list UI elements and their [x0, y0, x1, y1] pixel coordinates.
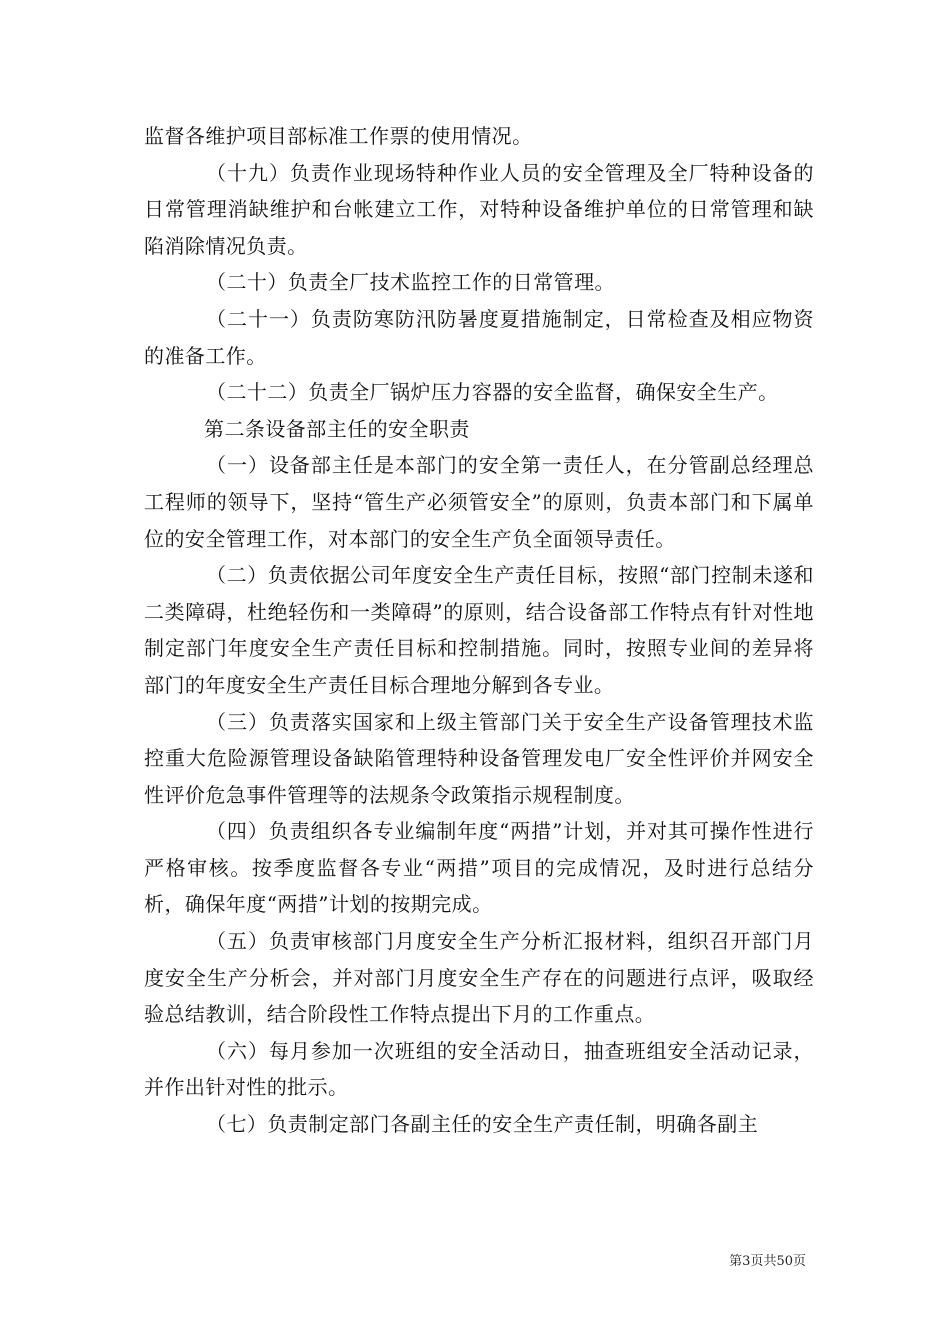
- paragraph-item-22: （二十二）负责全厂锅炉压力容器的安全监督，确保安全生产。: [206, 380, 779, 405]
- paragraph-item-19: （十九）负责作业现场特种作业人员的安全管理及全厂特种设备的日常管理消缺维护和台帐建立工作，对特种设备维护单位的日常管理和缺陷消除情况负责。: [144, 160, 814, 258]
- article-2-heading: 第二条设备部主任的安全职责: [204, 416, 470, 441]
- paragraph-article-2-item-6: （六）每月参加一次班组的安全活动日，抽查班组安全活动记录，并作出针对性的批示。: [144, 1038, 814, 1100]
- page-number: 第3页共50页: [729, 1254, 806, 1269]
- paragraph-continuation: 监督各维护项目部标准工作票的使用情况。: [144, 124, 533, 148]
- paragraph-item-20: （二十）负责全厂技术监控工作的日常管理。: [206, 270, 615, 295]
- document-body: [144, 118, 814, 1143]
- paragraph-article-2-item-5: （五）负责审核部门月度安全生产分析汇报材料，组织召开部门月度安全生产分析会，并对部门月度安全生产存在的问题进行点评，吸取经验总结教训，结合阶段性工作特点提出下月的工作重点。: [144, 929, 814, 1027]
- paragraph-article-2-item-1: （一）设备部主任是本部门的安全第一责任人，在分管副总经理总工程师的领导下，坚持“管生产必须管安全”的原则，负责本部门和下属单位的安全管理工作，对本部门的安全生产负全面领导责任。: [144, 453, 814, 551]
- paragraph-article-2-item-4: （四）负责组织各专业编制年度“两措”计划，并对其可操作性进行严格审核。按季度监督各专业“两措”项目的完成情况，及时进行总结分析，确保年度“两措”计划的按期完成。: [144, 819, 814, 917]
- paragraph-article-2-item-7: （七）负责制定部门各副主任的安全生产责任制，明确各副主: [206, 1112, 759, 1137]
- paragraph-item-21: （二十一）负责防寒防汛防暑度夏措施制定，日常检查及相应物资的准备工作。: [144, 306, 814, 368]
- paragraph-article-2-item-3: （三）负责落实国家和上级主管部门关于安全生产设备管理技术监控重大危险源管理设备缺陷管理特种设备管理发电厂安全性评价并网安全性评价危急事件管理等的法规条令政策指示规程制度。: [144, 709, 814, 807]
- paragraph-article-2-item-2: （二）负责依据公司年度安全生产责任目标，按照“部门控制未遂和二类障碍，杜绝轻伤和一类障碍”的原则，结合设备部工作特点有针对性地制定部门年度安全生产责任目标和控制措施。同时，按照专业间的差异将部门的年度安全生产责任目标合理地分解到各专业。: [144, 563, 814, 697]
